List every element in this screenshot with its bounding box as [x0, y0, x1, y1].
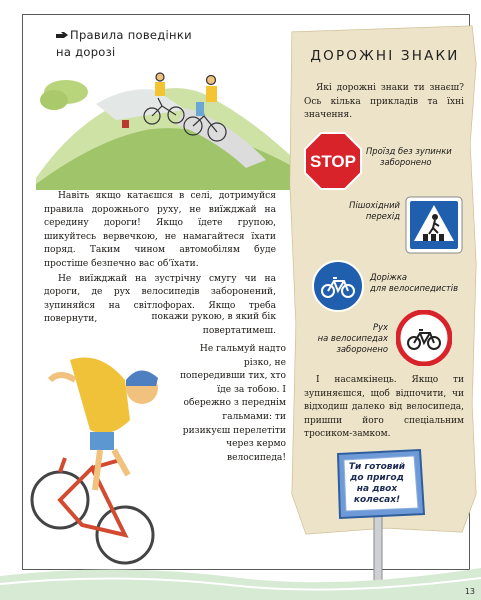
page-title: [56, 27, 236, 61]
sign-label-bicycle-lane: Доріжка для велосипедистів: [370, 272, 459, 293]
sign-label-no-bicycles: Рух на велосипедах заборонено: [317, 322, 388, 354]
paragraph-2-right-line2: повертатимеш.: [202, 325, 276, 336]
bicycle-lane-icon: [312, 260, 364, 312]
paragraph-2-right-line1: покажи рукою, в який бік: [151, 312, 276, 322]
stop-sign-text: STOP: [310, 152, 356, 171]
page-number: 13: [464, 587, 475, 596]
panel-intro-text: Які дорожні знаки ти знаєш? Ось кілька прикладів та їхні значення.: [304, 83, 464, 120]
title-line2: на дорозі: [56, 45, 116, 59]
sign-label-stop: Проїзд без зупинки заборонено: [366, 146, 452, 167]
no-bicycles-icon: [396, 310, 452, 366]
paragraph-3: Не гальмуй надто різко, не попередивши тих, хто їде за тобою. І обережно з переднім гальмами: ти ризикуєш перелетіти через кермо велосипеда!: [179, 344, 286, 463]
paragraph-1: Навіть якщо катаєшся в селі, дотримуйся правила дорожнього руху, не виїжджай на середину дороги! Якщо їдете групою, шикуйтесь вервечкою, не намагайтеся їхати поряд. Таким чином автомобілям буде простіше безпечно вас об’їхати.: [44, 191, 276, 269]
pointing-hand-icon: [56, 27, 70, 44]
stop-sign-icon: [304, 132, 362, 190]
panel-intro: [304, 82, 464, 123]
panel-title: ДОРОЖНІ ЗНАКИ: [310, 48, 460, 64]
paragraph-2: Не виїжджай на зустрічну смугу чи на дороги, де рух велосипедів заборонений, зупиняйся на світлофорах. Якщо треба повернути,: [44, 273, 276, 325]
panel-outro: [304, 374, 464, 442]
panel-outro-text: І насамкінець. Якщо ти зупиняєшся, щоб відпочити, чи відходиш далеко від велосипеда, пришпи його спеціальним тросиком-замком.: [304, 375, 464, 439]
hill-cyclists-illustration: [36, 60, 290, 190]
title-line1: Правила поведінки: [70, 28, 192, 42]
signpost-text: Ти готовий до пригод на двох колесах!: [348, 462, 406, 505]
pedestrian-crossing-icon: [405, 196, 463, 254]
paragraph-2-continuation: [140, 311, 276, 338]
bottom-wave-band: [0, 560, 481, 600]
sign-label-crossing: Пішохідний перехід: [349, 200, 400, 221]
falling-cyclist-illustration: [30, 340, 195, 570]
main-text: [44, 190, 276, 327]
